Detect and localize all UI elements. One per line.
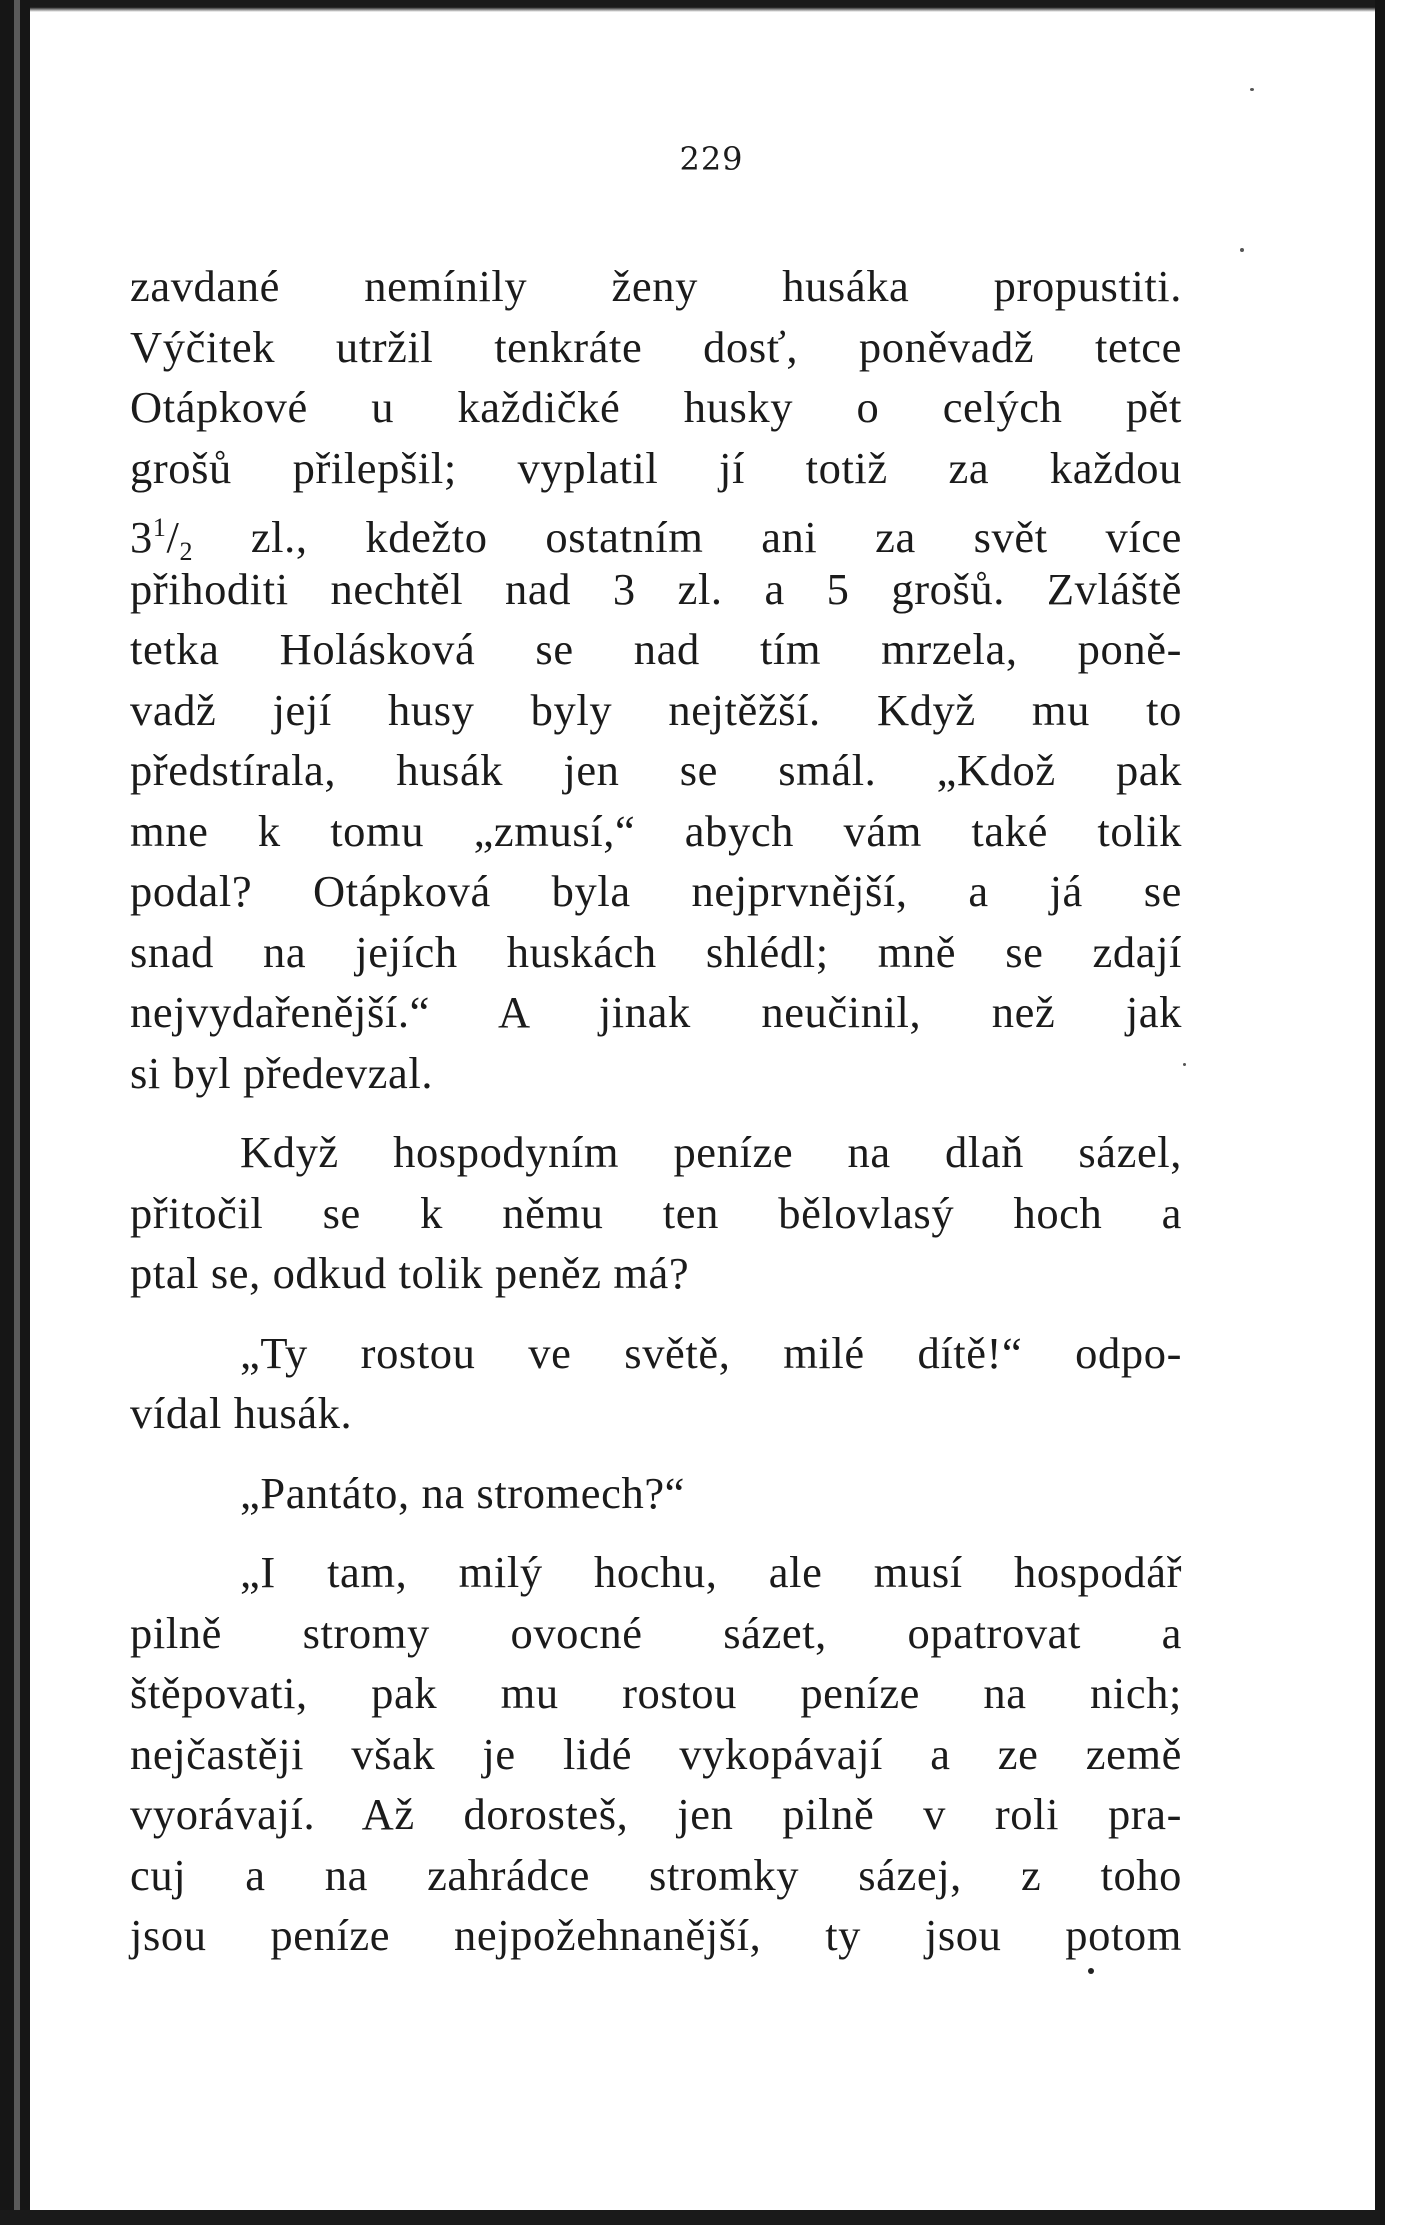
text-line: mne k tomu „zmusí,“ abych vám také tolik [130,805,1182,856]
text-line: nejčastěji však je lidé vykopávají a ze země [130,1728,1182,1779]
text-line: štěpovati, pak mu rostou peníze na nich; [130,1668,1182,1718]
scan-top-edge [0,0,1423,12]
scan-right-edge [1375,0,1385,2225]
scan-right-margin [1385,0,1423,2225]
text-line: předstírala, husák jen se smál. „Kdož pak [130,745,1182,795]
text-line: Když hospodyním peníze na dlaň sázel, [240,1127,1182,1177]
body-text [130,256,1182,1966]
text-line: tetka Holásková se nad tím mrzela, poně- [130,624,1182,674]
text-line: si byl předevzal. [130,1047,434,1098]
text-line: vídal husák. [130,1388,353,1438]
text-line: Výčitek utržil tenkráte dosť, poněvadž tetce [130,321,1182,372]
text-line: „Ty rostou ve světě, milé dítě!“ odpo- [240,1327,1182,1378]
paragraph-gap [130,1444,1182,1463]
text-line: přihoditi nechtěl nad 3 zl. a 5 grošů. Zvláště [130,563,1182,614]
text-line: Otápkové u každičké husky o celých pět [130,382,1182,432]
text-line: snad na jejích huskách shlédl; mně se zdají [130,926,1182,977]
text-line: pilně stromy ovocné sázet, opatrovat a [130,1607,1182,1658]
fraction-slash: / [166,512,180,562]
text-line: grošů přilepšil; vyplatil jí totiž za každou [130,442,1182,493]
paragraph-gap [130,1304,1182,1323]
text-line: „I tam, milý hochu, ale musí hospodář [240,1547,1182,1597]
fraction-denominator: 2 [179,537,194,566]
text-line: nejvydařenější.“ A jinak neučinil, než jak [130,987,1182,1037]
text-line: přitočil se k němu ten bělovlasý hoch a [130,1187,1182,1238]
paragraph-gap [130,1523,1182,1542]
scan-speck [1088,1968,1094,1974]
scan-binding-shadow [14,0,20,2225]
text-line: cuj a na zahrádce stromky sázej, z toho [130,1849,1182,1900]
text-line: zavdané nemínily ženy husáka propustiti. [130,261,1182,311]
fraction-whole: 3 [130,512,153,562]
page-number: 229 [679,140,744,178]
text-line: zl., kdežto ostatním ani za svět více [250,512,1182,562]
text-line: podal? Otápková byla nejprvnější, a já se [130,866,1182,916]
text-line-with-fraction [130,498,1182,566]
text-line: vyorávají. Až dorosteš, jen pilně v roli pra- [130,1789,1182,1839]
scan-speck [1250,88,1254,91]
text-line: jsou peníze nejpožehnanější, ty jsou potom [130,1910,1182,1960]
scan-bottom-edge [0,2210,1380,2225]
scan-speck [1183,1063,1186,1066]
text-line: vadž její husy byly nejtěžší. Když mu to [130,684,1182,735]
paragraph-gap [130,1103,1182,1122]
fraction-numerator: 1 [152,513,167,542]
text-line: „Pantáto, na stromech?“ [240,1467,686,1518]
text-line: ptal se, odkud tolik peněz má? [130,1248,690,1298]
scan-speck [1240,248,1244,252]
